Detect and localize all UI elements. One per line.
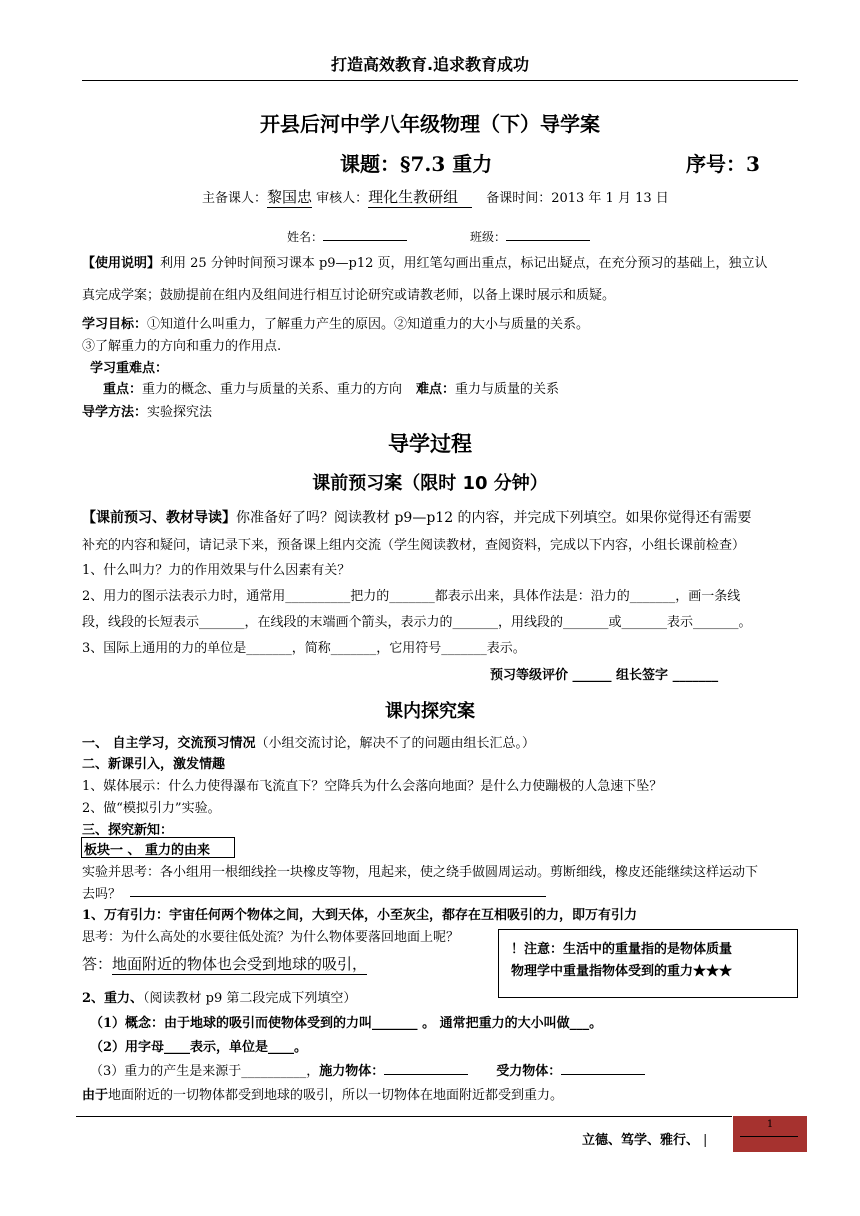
note-line-1: ！注意：生活中的重量指的是物体质量	[511, 942, 733, 957]
hard-point-label: 难点：	[416, 382, 456, 397]
section-2-item-2: 2、做“模拟引力”实验。	[82, 801, 221, 816]
gravity-section	[82, 987, 356, 1006]
gravity-section-text: （阅读教材 p9 第二段完成下列填空）	[143, 991, 357, 1006]
gravity-source-line	[90, 1060, 645, 1079]
preview-question-2-line-2: 段，线段的长短表示_______，在线段的末端画个箭头，表示力的_______，用线段的_______或_______表示_______。	[82, 615, 752, 630]
usage-text-1: 利用 25 分钟时间预习课本 p9—p12 页，用红笔勾画出重点，标记出疑点，在充分预习的基础上，独立认	[160, 256, 768, 271]
goals-text-1: ①知道什么叫重力，了解重力产生的原因。②知道重力的大小与质量的关系。	[147, 317, 590, 332]
receiving-object-label: 受力物体：	[496, 1064, 562, 1079]
preview-intro-text: 你准备好了吗？阅读教材 p9—p12 的内容，并完成下列填空。如果你觉得还有需要	[236, 510, 752, 526]
sequence-number: 序号：3	[686, 152, 760, 176]
preview-intro-line-2: 补充的内容和疑问，请记录下来，预备课上组内交流（学生阅读教材，查阅资料，完成以下内容，小组长课前检查）	[82, 538, 746, 553]
footer-motto-text: 立德、笃学、雅行、	[582, 1133, 700, 1148]
preparers-line	[202, 186, 669, 208]
section-3-label: 三、探究新知：	[82, 823, 174, 838]
answer-line-text	[82, 953, 367, 975]
goals-line-1	[82, 313, 589, 332]
footer-page-number: 1	[766, 1119, 774, 1130]
usage-line-1	[82, 252, 768, 271]
gravity-conclusion-text: 地面附近的一切物体都受到地球的吸引，所以一切物体在地面附近都受到重力。	[108, 1088, 564, 1103]
page-title: 开县后河中学八年级物理（下）导学案	[260, 112, 600, 136]
gravity-concept: （1）概念：由于地球的吸引而使物体受到的力叫_______ 。 通常把重力的大小叫做___。	[90, 1016, 603, 1031]
preview-intro	[82, 507, 752, 527]
answer-text: 地面附近的物体也会受到地球的吸引，	[112, 955, 368, 973]
gravity-conclusion-prefix: 由于	[82, 1088, 109, 1103]
key-point-label: 重点：	[103, 382, 143, 397]
reviewer-label: 审核人：	[312, 191, 369, 206]
student-class-label: 班级：	[470, 230, 507, 244]
explore-title: 课内探究案	[385, 701, 475, 722]
header-rule	[82, 80, 798, 81]
preview-question-3: 3、国际上通用的力的单位是_______，简称_______，它用符号_______表示。	[82, 641, 526, 656]
gravitation-definition: 1、万有引力：宇宙任何两个物体之间，大到天体，小至灰尘，都存在互相吸引的力，即万有引力	[82, 908, 638, 923]
answer-line	[130, 896, 546, 897]
applying-object-label: 施力物体：	[319, 1064, 385, 1079]
note-line-2: 物理学中重量指物体受到的重力★★★	[511, 964, 733, 979]
think-question: 思考：为什么高处的水要往低处流？为什么物体要落回地面上呢？	[82, 930, 460, 945]
lesson-title: 课题：§7.3 重力	[340, 152, 493, 176]
section-1	[82, 732, 535, 751]
main-preparer-name: 黎国忠	[267, 188, 313, 206]
method-text: 实验探究法	[147, 405, 213, 420]
process-title: 导学过程	[388, 432, 472, 456]
goals-line-2: ③了解重力的方向和重力的作用点.	[82, 339, 282, 354]
student-name-label: 姓名：	[287, 230, 324, 244]
section-1-text: （小组交流讨论，解决不了的问题由组长汇总。）	[255, 736, 536, 751]
gravity-source-text: （3）重力的产生是来源于__________，	[90, 1064, 320, 1079]
preview-question-2-line-1: 2、用力的图示法表示力时，通常用__________把力的_______都表示出来，具体作法是：沿力的_______，画一条线	[82, 589, 741, 604]
usage-line-2: 真完成学案；鼓励提前在组内及组间进行相互讨论研究或请教老师，以备上课时展示和质疑。	[82, 288, 616, 303]
goals-label: 学习目标：	[82, 317, 148, 332]
main-preparer-label: 主备课人：	[202, 191, 268, 206]
preview-rating: 预习等级评价 ______ 组长签字 _______	[490, 668, 719, 683]
gravity-symbol: （2）用字母____表示，单位是____。	[90, 1040, 308, 1055]
reviewer-name: 理化生教研组	[368, 186, 472, 208]
footer-page-rule	[740, 1136, 798, 1137]
difficulty-heading: 学习重难点：	[90, 361, 169, 376]
block-1-label: 板块一 、 重力的由来	[84, 843, 211, 858]
preview-intro-label: 【课前预习、教材导读】	[82, 510, 236, 526]
preview-question-1: 1、什么叫力？力的作用效果与什么因素有关？	[82, 563, 351, 578]
gravity-section-label: 2、重力、	[82, 991, 144, 1006]
prep-time: 备课时间：2013 年 1 月 13 日	[486, 191, 669, 206]
student-name-field	[287, 228, 407, 245]
header-slogan: 打造高效教育.追求教育成功	[330, 55, 530, 74]
footer-motto: 立德、笃学、雅行、 |	[582, 1133, 708, 1148]
hard-point-text: 重力与质量的关系	[455, 382, 560, 397]
footer-rule	[76, 1116, 732, 1117]
answer-label: 答：	[82, 955, 113, 973]
experiment-line-2: 去吗？	[82, 887, 122, 902]
usage-label: 【使用说明】	[82, 256, 161, 271]
preview-title: 课前预习案（限时 10 分钟）	[312, 473, 548, 494]
section-2-label: 二、新课引入，激发情趣	[82, 757, 226, 772]
method-label: 导学方法：	[82, 405, 148, 420]
gravity-conclusion	[82, 1084, 563, 1103]
student-class-field	[470, 228, 590, 245]
section-2-item-1: 1、媒体展示：什么力使得瀑布飞流直下？空降兵为什么会落向地面？是什么力使蹦极的人急速下坠？	[82, 779, 663, 794]
difficulty-line	[103, 378, 559, 397]
method-line	[82, 401, 212, 420]
experiment-line-1: 实验并思考：各小组用一根细线拴一块橡皮等物，甩起来，使之绕手做圆周运动。剪断细线，橡皮还能继续这样运动下	[82, 865, 759, 880]
key-point-text: 重力的概念、重力与质量的关系、重力的方向	[142, 382, 403, 397]
section-1-label: 一、 自主学习，交流预习情况	[82, 736, 256, 751]
